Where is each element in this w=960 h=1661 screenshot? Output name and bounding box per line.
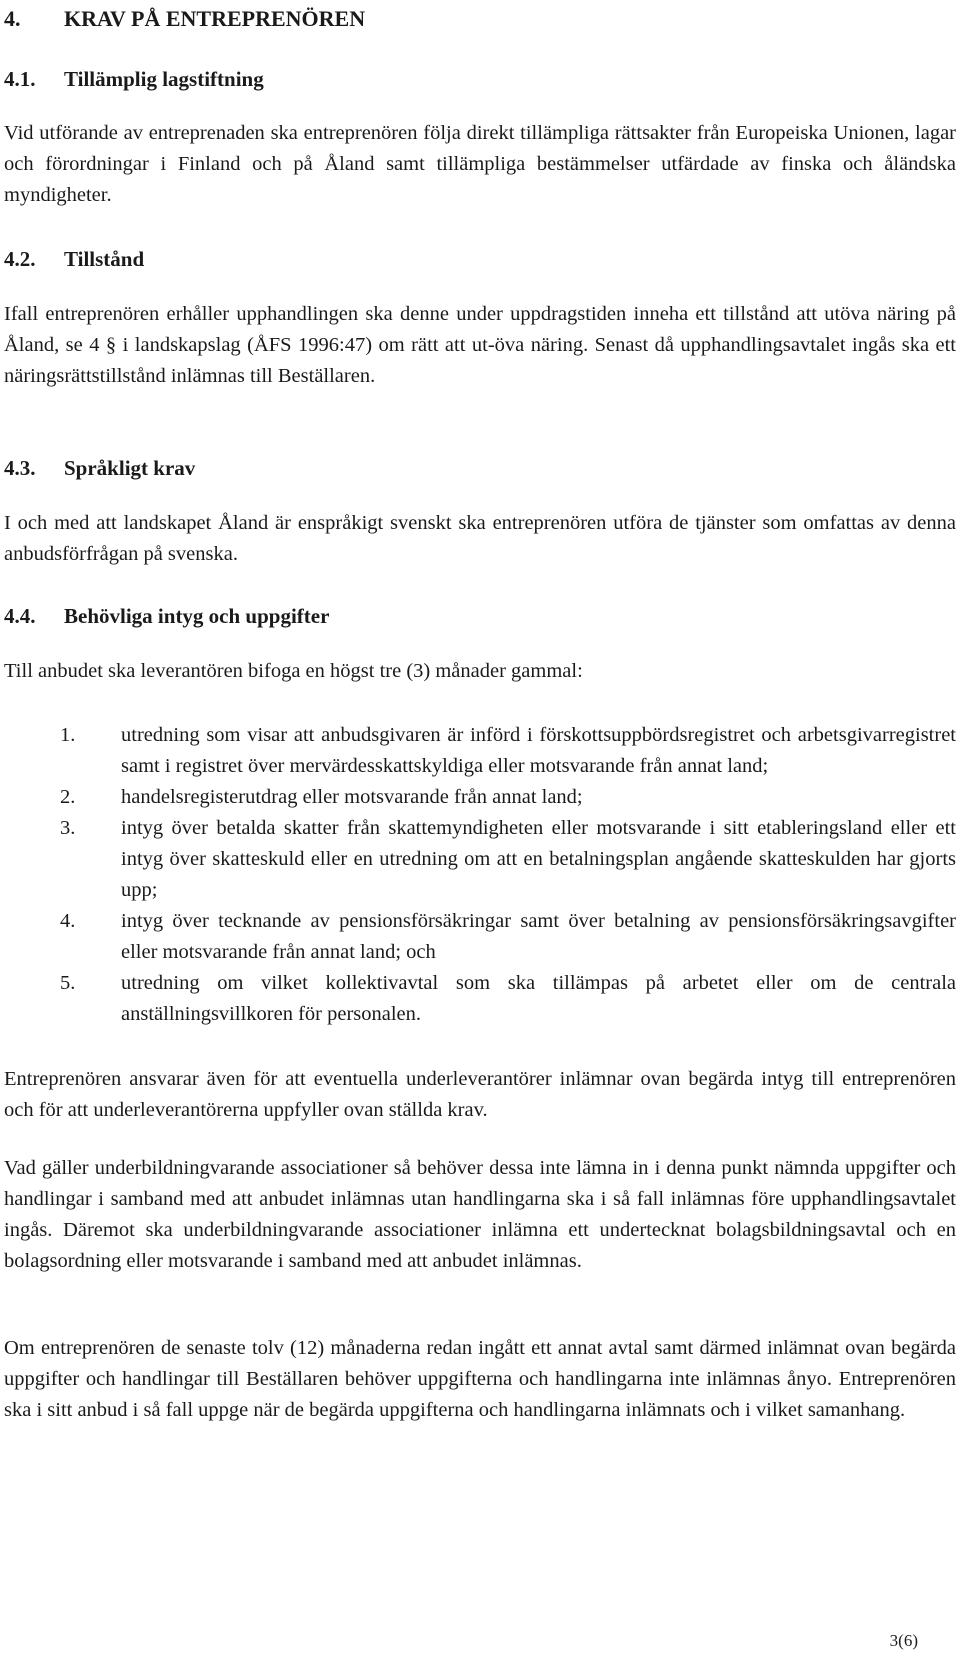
paragraph-previous-contract: Om entreprenören de senaste tolv (12) månaderna redan ingått ett annat avtal samt därmed inlämnat ovan begärda uppgifter och handlingar till Beställaren behöver uppgifterna och handlingarna inte inlämnas ånyo. Entreprenören ska i sitt anbud i så fall uppge när de begärda uppgifterna och handlingarna inlämnats och i vilket samanhang.: [4, 1337, 956, 1421]
paragraph-subcontractors: Entreprenören ansvarar även för att eventuella underleverantörer inlämnar ovan begärda intyg till entreprenören och för att underleverantörerna uppfyller ovan ställda krav.: [4, 1068, 956, 1121]
paragraph-language: I och med att landskapet Åland är enspråkigt svenskt ska entreprenören utföra de tjänster som omfattas av denna anbudsförfrågan på svenska.: [4, 512, 956, 565]
list-item: [4, 813, 956, 906]
list-text: intyg över betalda skatter från skattemyndigheten eller motsvarande i sitt etableringsland eller ett intyg över skatteskuld eller en utredning om att en betalningsplan angående skatteskulden har gjorts upp;: [121, 817, 956, 901]
list-number: 2.: [60, 786, 76, 808]
chapter-number: 4.: [4, 6, 21, 31]
page-number: 3(6): [889, 1631, 918, 1650]
section-heading-4-2: [4, 244, 144, 274]
section-title: Språkligt krav: [64, 456, 196, 480]
list-text: intyg över tecknande av pensionsförsäkringar samt över betalning av pensionsförsäkringsavgifter eller motsvarande från annat land; och: [121, 910, 956, 963]
section-number: 4.3.: [4, 456, 36, 480]
chapter-heading: [4, 4, 365, 34]
section-number: 4.4.: [4, 604, 36, 628]
section-heading-4-1: [4, 64, 264, 94]
list-number: 3.: [60, 817, 76, 839]
list-number: 1.: [60, 724, 76, 746]
paragraph-applicable-law: Vid utförande av entreprenaden ska entreprenören följa direkt tillämpliga rättsakter från Europeiska Unionen, lagar och förordningar i Finland och på Åland samt tillämpliga bestämmelser utfärdade av finska och åländska myndigheter.: [4, 122, 956, 206]
list-text: handelsregisterutdrag eller motsvarande från annat land;: [121, 786, 583, 808]
section-title: Tillstånd: [64, 247, 145, 271]
paragraph-certificates-intro: Till anbudet ska leverantören bifoga en högst tre (3) månader gammal:: [4, 660, 583, 682]
section-title: Tillämplig lagstiftning: [64, 67, 264, 91]
certificates-list: [4, 720, 956, 1030]
list-text: utredning om vilket kollektivavtal som ska tillämpas på arbetet eller om de centrala anställningsvillkoren för personalen.: [121, 972, 956, 1025]
chapter-title: KRAV PÅ ENTREPRENÖREN: [64, 6, 366, 31]
section-heading-4-3: [4, 453, 195, 483]
list-item: [4, 906, 956, 968]
section-heading-4-4: [4, 601, 329, 631]
list-text: utredning som visar att anbudsgivaren är införd i förskottsuppbördsregistret och arbetsgivarregistret samt i registret över mervärdesskattskyldiga eller motsvarande från annat land;: [121, 724, 956, 777]
list-item: [4, 968, 956, 1030]
section-number: 4.1.: [4, 67, 36, 91]
paragraph-associations: Vad gäller underbildningvarande associationer så behöver dessa inte lämna in i denna punkt nämnda uppgifter och handlingar i samband med att anbudet inlämnas utan handlingarna ska i så fall inlämnas före upphandlingsavtalet ingås. Däremot ska underbildningvarande associationer inlämna ett undertecknat bolagsbildningsavtal och en bolagsordning eller motsvarande i samband med att anbudet inlämnas.: [4, 1157, 956, 1272]
list-number: 4.: [60, 910, 76, 932]
section-number: 4.2.: [4, 247, 36, 271]
paragraph-permit: Ifall entreprenören erhåller upphandlingen ska denne under uppdragstiden inneha ett tillstånd att utöva näring på Åland, se 4 § i landskapslag (ÅFS 1996:47) om rätt att ut-öva näring. Senast då upphandlingsavtalet ingås ska ett näringsrättstillstånd inlämnas till Beställaren.: [4, 303, 956, 387]
list-item: [4, 720, 956, 782]
list-number: 5.: [60, 972, 76, 994]
section-title: Behövliga intyg och uppgifter: [64, 604, 330, 628]
list-item: [4, 782, 956, 813]
